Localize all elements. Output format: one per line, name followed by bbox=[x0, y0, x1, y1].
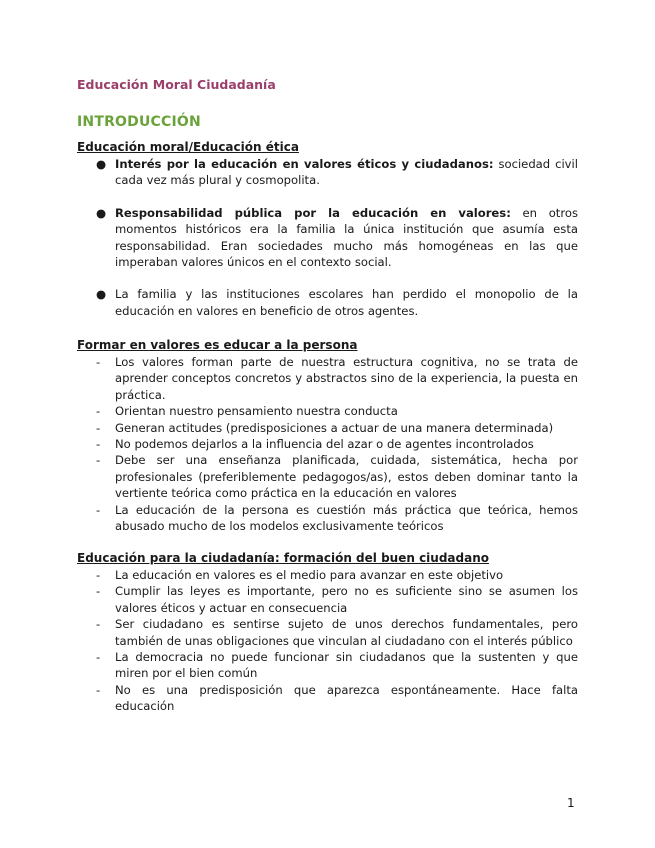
item-text: Ser ciudadano es sentirse sujeto de unos derechos fundamentales, pero también de unas obligaciones que vinculan al ciudadano con el interés público bbox=[115, 617, 578, 648]
item-lead: Responsabilidad pública por la educación en valores: bbox=[115, 205, 511, 220]
list-item bbox=[77, 156, 578, 189]
dash-marker: - bbox=[96, 502, 101, 517]
item-text: Los valores forman parte de nuestra estructura cognitiva, no se trata de aprender conceptos concretos y abstractos sino de la experiencia, la puesta en práctica. bbox=[115, 355, 578, 402]
list-item bbox=[77, 583, 578, 616]
dash-marker: - bbox=[96, 420, 101, 435]
dash-marker: - bbox=[96, 404, 101, 419]
list-item bbox=[77, 205, 578, 271]
document-title: Educación Moral Ciudadanía bbox=[77, 77, 276, 92]
list-item bbox=[77, 403, 578, 419]
bullet-marker: ● bbox=[96, 287, 107, 302]
list-item bbox=[77, 616, 578, 649]
dash-list bbox=[77, 354, 578, 534]
section-citizenship bbox=[77, 550, 578, 715]
dash-marker: - bbox=[96, 650, 101, 665]
section-heading: Educación para la ciudadanía: formación del buen ciudadano bbox=[77, 551, 489, 565]
item-text: No podemos dejarlos a la influencia del azar o de agentes incontrolados bbox=[115, 437, 534, 452]
dash-marker: - bbox=[96, 568, 101, 582]
dash-marker: - bbox=[96, 584, 101, 599]
list-item bbox=[77, 649, 578, 682]
dash-marker: - bbox=[96, 682, 101, 697]
bullet-marker: ● bbox=[96, 157, 107, 171]
item-text: La democracia no puede funcionar sin ciudadanos que la sustenten y que miren por el bien común bbox=[115, 650, 578, 681]
dash-marker: - bbox=[96, 355, 101, 369]
list-item bbox=[77, 286, 578, 319]
list-item bbox=[77, 567, 578, 583]
list-item bbox=[77, 420, 578, 436]
item-lead: Interés por la educación en valores éticos y ciudadanos: bbox=[115, 157, 494, 171]
bullet-list bbox=[77, 156, 578, 319]
item-text: La educación de la persona es cuestión más práctica que teórica, hemos abusado mucho de los modelos exclusivamente teóricos bbox=[115, 502, 578, 534]
bullet-marker: ● bbox=[96, 205, 107, 220]
list-item bbox=[77, 502, 578, 535]
section-heading: Formar en valores es educar a la persona bbox=[77, 338, 358, 352]
item-text: sociedad civil cada vez más plural y cosmopolita. bbox=[115, 157, 578, 188]
section-moral-education bbox=[77, 139, 578, 335]
item-text: No es una predisposición que aparezca espontáneamente. Hace falta educación bbox=[115, 682, 578, 714]
intro-heading: INTRODUCCIÓN bbox=[77, 114, 201, 130]
dash-marker: - bbox=[96, 617, 101, 632]
item-text: Orientan nuestro pensamiento nuestra conducta bbox=[115, 404, 398, 419]
item-text: Cumplir las leyes es importante, pero no es suficiente sino se asumen los valores éticos y actuar en consecuencia bbox=[115, 584, 578, 615]
dash-marker: - bbox=[96, 453, 101, 468]
item-text: La familia y las instituciones escolares han perdido el monopolio de la educación en valores en beneficio de otros agentes. bbox=[115, 287, 578, 318]
item-text: Generan actitudes (predisposiciones a actuar de una manera determinada) bbox=[115, 420, 554, 435]
list-item bbox=[77, 682, 578, 715]
item-text: Debe ser una enseñanza planificada, cuidada, sistemática, hecha por profesionales (preferiblemente pedagogos/as), estos deben dominar tanto la vertiente teórica como práctica en la educación en valores bbox=[115, 453, 578, 501]
page-number: 1 bbox=[567, 796, 575, 810]
list-item bbox=[77, 452, 578, 501]
section-heading: Educación moral/Educación ética bbox=[77, 140, 299, 154]
dash-list bbox=[77, 567, 578, 715]
dash-marker: - bbox=[96, 437, 101, 452]
section-values-education bbox=[77, 337, 578, 534]
list-item bbox=[77, 436, 578, 452]
item-text: en otros momentos históricos era la familia la única institución que asumía esta responsabilidad. Eran sociedades mucho más homogéneas en las que imperaban valores únicos en el contexto social. bbox=[115, 205, 579, 270]
item-text: La educación en valores es el medio para avanzar en este objetivo bbox=[115, 568, 504, 582]
list-item bbox=[77, 354, 578, 403]
